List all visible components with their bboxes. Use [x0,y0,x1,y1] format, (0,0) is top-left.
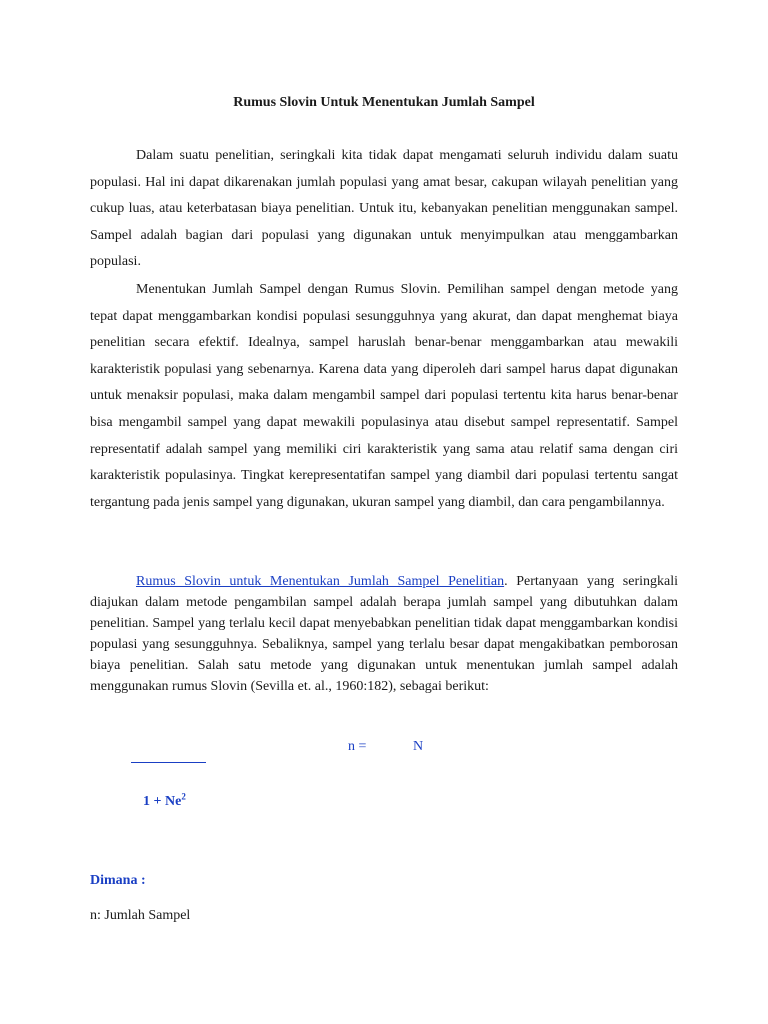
dimana-label: Dimana : [90,873,146,888]
paragraph-intro: Dalam suatu penelitian, seringkali kita tidak dapat mengamati seluruh individu dalam suatu populasi. Hal ini dapat dikarenakan jumlah populasi yang amat besar, cakupan wilayah penelitian yang cukup luas, atau keterbatasan biaya penelitian. Untuk itu, kebanyakan penelitian menggunakan sampel. Sampel adalah bagian dari populasi yang digunakan untuk menyimpulkan atau menggambarkan populasi. [90,148,678,270]
slovin-article-link[interactable]: Rumus Slovin untuk Menentukan Jumlah Sampel Penelitian [136,574,505,589]
formula-lhs: n = [348,739,367,754]
formula-denominator-base: 1 + Ne [143,794,182,809]
paragraph-formula-text: . Pertanyaan yang seringkali diajukan dalam metode pengambilan sampel adalah berapa jumlah sampel yang dibutuhkan dalam penelitian. Sampel yang terlalu kecil dapat menyebabkan penelitian tidak dapat menggambarkan kondisi populasi yang sesungguhnya. Sebaliknya, sampel yang terlalu besar dapat mengakibatkan pemborosan biaya penelitian. Salah satu metode yang digunakan untuk menentukan jumlah sampel adalah menggunakan rumus Slovin (Sevilla et. al., 1960:182), sebagai berikut: [90,574,678,694]
formula-exponent: 2 [181,791,186,802]
formula-denominator [143,791,186,810]
formula-numerator: N [413,739,424,754]
fraction-line [131,762,206,763]
document-title: Rumus Slovin Untuk Menentukan Jumlah Sampel [233,95,535,110]
paragraph-formula-intro [90,571,678,697]
definition-n: n: Jumlah Sampel [90,908,191,923]
paragraph-slovin: Menentukan Jumlah Sampel dengan Rumus Slovin. Pemilihan sampel dengan metode yang tepat dapat menggambarkan kondisi populasi sesungguhnya yang akurat, dan dapat menghemat biaya penelitian secara efektif. Idealnya, sampel haruslah benar-benar menggambarkan atau mewakili karakteristik populasi yang sebenarnya. Karena data yang diperoleh dari sampel harus dapat digunakan untuk menaksir populasi, maka dalam mengambil sampel dari populasi tertentu kita harus benar-benar bisa mengambil sampel yang dapat mewakili populasinya atau disebut sampel representatif. Sampel representatif adalah sampel yang memiliki ciri karakteristik yang sama atau relatif sama dengan ciri karakteristik populasinya. Tingkat kerepresentatifan sampel yang diambil dari populasi tertentu sangat tergantung pada jenis sampel yang digunakan, ukuran sampel yang diambil, dan cara pengambilannya. [90,282,678,510]
